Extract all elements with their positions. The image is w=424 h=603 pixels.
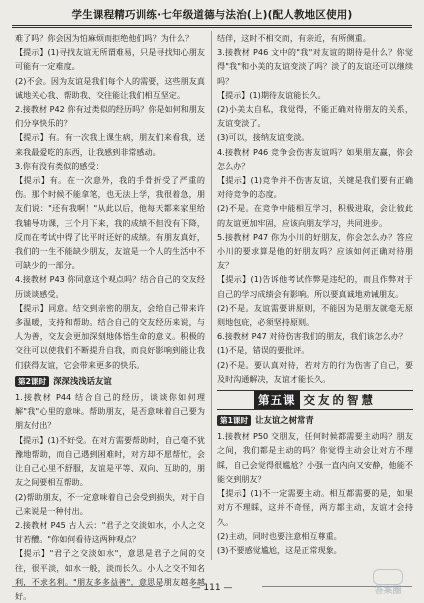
chapter-title: 交友的智慧 [303, 393, 376, 408]
paragraph: 【提示】(1)不一定需要主动。相互都需要的是，如果对方不理睬，这并不奇怪，两方都主动，友谊才会持久。 [217, 488, 413, 527]
paragraph: 【提示】(1)寻找友谊无所谓难易，只是寻找知心朋友可能有一定难度。 [15, 47, 205, 72]
paragraph: 难了吗？你会因为怕麻烦而拒绝他们吗？为什么？ [15, 33, 194, 43]
paragraph: 2.接教材 P45 古人云："君子之交淡如水，小人之交甘若醴。"你如何看待这两种观点？ [15, 519, 205, 545]
watermark-text: 答案圈 [374, 586, 402, 596]
chapter-badge: 第五课 [254, 391, 300, 409]
paragraph: (2)不是。要认真对待，若对方的行为伤害了自己，要及时沟通解决，友谊才能长久。 [217, 359, 413, 384]
paragraph: (1)不是，错误的要批评。 [217, 345, 310, 356]
page-number: — 111 — [191, 583, 233, 593]
right-column [217, 31, 413, 578]
lesson-heading [15, 374, 205, 388]
lesson-tag: 第1课时 [217, 415, 251, 426]
column-divider [211, 31, 212, 560]
paragraph: 3.你有没有类似的感受： [15, 160, 104, 171]
paragraph: 【提示】同意。结交到亲密的朋友，会给自己带来许多温暖，支持和帮助。结合自己的交友经历来说，与人为善，交友会更加深刻地体悟生命的意义。积极的交往可以使我们不断提升自我，而良好影响到能让我们获得友谊，它会带来更多的快乐。 [15, 302, 205, 370]
left-column [15, 31, 205, 601]
paragraph: 1.接教材 P50 交朋友，任何时候都需要主动吗？朋友之间，我们都是主动的吗？你觉得主动会让对方不理睬，自己会觉得很尴尬？小强一直内向又安静，他能不能交到朋友？ [217, 431, 413, 484]
watermark-icon [373, 569, 403, 585]
lesson-tag: 第2课时 [15, 376, 49, 387]
paragraph: 【提示】(1)告诉他考试作弊是违纪的，而且作弊对于自己的学习成绩会有影响。所以要真诚地劝诫朋友。 [217, 274, 413, 299]
chapter-heading [217, 390, 413, 410]
paragraph: 【提示】有。有一次我上课生病，朋友们来看我，送来我最爱吃的东西，让我感到非常感动。 [15, 132, 205, 157]
paragraph: 【提示】(1)期待友谊能长久。 [217, 89, 326, 100]
paragraph: 【提示】(1)不好受。在对方需要帮助时，自己毫不犹豫地帮助，而自己遇到困难时，对方却不愿帮忙，会让自己心里不舒服，友谊是平等、双向、互助的，朋友之间要相互帮助。 [15, 434, 205, 488]
paragraph: (2)不是。在竞争中能相互学习，积极进取，会让彼此的友谊更加牢固，应该向朋友学习，共同进步。 [217, 203, 413, 228]
paragraph: (2)小美太自私，我觉得，不能正确对待朋友的关系，友谊变淡了。 [217, 104, 413, 129]
paragraph: (3)不要感觉尴尬，这是正常现象。 [217, 544, 342, 555]
paragraph: (2)不会。因为友谊是我们每个人的需要，这些朋友真诚地关心我、帮助我、交往能让我们相互坚定。 [15, 75, 205, 100]
paragraph: 【提示】有。在一次意外，我的手骨折受了严重的伤。那个时候不能拿笔，也无法上学，我很着急，朋友们说："还有我啊！"从此以后，他每天都来家里给我辅导功课，三个月下来，我的成绩不但没有下降，反而在考试中得了比平时还好的成绩。有朋友真好，我们的一生不能缺少朋友，友谊是一个人的生活中不可缺少的一部分。 [15, 175, 205, 271]
paragraph: 【提示】(1)竞争并不伤害友谊，关键是我们要有正确对待竞争的态度。 [217, 175, 413, 200]
lesson-heading [217, 413, 413, 427]
paragraph: 2.接教材 P42 你有过类似的经历吗？你是如何和朋友们分享快乐的？ [15, 104, 205, 129]
paragraph: 1.接教材 P44 结合自己的经历，谈谈你如何理解"我"心里的意味。帮助朋友，是否意味着自己要为朋友付出？ [15, 392, 205, 431]
lesson-title: 让友谊之树常青 [255, 415, 314, 426]
paragraph: (2)不是。友谊需要讲原则，不能因为是朋友就毫无原则地包庇，必须坚持原则。 [217, 302, 413, 328]
paragraph: 4.接教材 P46 竞争会伤害友谊吗？如果朋友赢，你会怎么办？ [217, 146, 413, 171]
paragraph: 6.接教材 P47 对待伤害我们的朋友，我们该怎么办？ [217, 331, 407, 342]
lesson-title: 深深浅浅话友谊 [53, 375, 112, 386]
paragraph: (2)帮助朋友，不一定意味着自己会受到损失，对于自己来说是一种付出。 [15, 491, 205, 516]
page-header: 学生课程精巧训练·七年级道德与法治(上)(配人教地区使用) [71, 9, 353, 21]
paragraph: 4.接教材 P43 你同意这个观点吗？结合自己的交友经历谈谈感受。 [15, 274, 205, 299]
header-rule [12, 25, 412, 28]
paragraph: 5.接教材 P47 你为小川的好朋友，你会怎么办？答应小川的要求算是他的好朋友吗？应该如何正确对待朋友？ [217, 231, 413, 271]
watermark-logo [358, 569, 418, 597]
paragraph: 结伴，这时不相交而，有亲近，有所侧重。 [217, 33, 371, 43]
paragraph: 3.接教材 P46 文中的"我"对友谊的期待是什么？你觉得"我"和小美的友谊变淡了吗？淡了的友谊还可以继续吗？ [217, 47, 413, 86]
paragraph: 【提示】"君子之交淡如水"，意思是君子之间的交往，很平淡，如水一般，淡而长久。小人之交不知名利，不求名利。"朋友多多益善"，意思是朋友越多越好。 [15, 548, 205, 601]
paragraph: (2)主动，同时也要注意相互尊重。 [217, 530, 342, 541]
paragraph: (3)可以，接纳友谊变淡。 [217, 132, 310, 143]
